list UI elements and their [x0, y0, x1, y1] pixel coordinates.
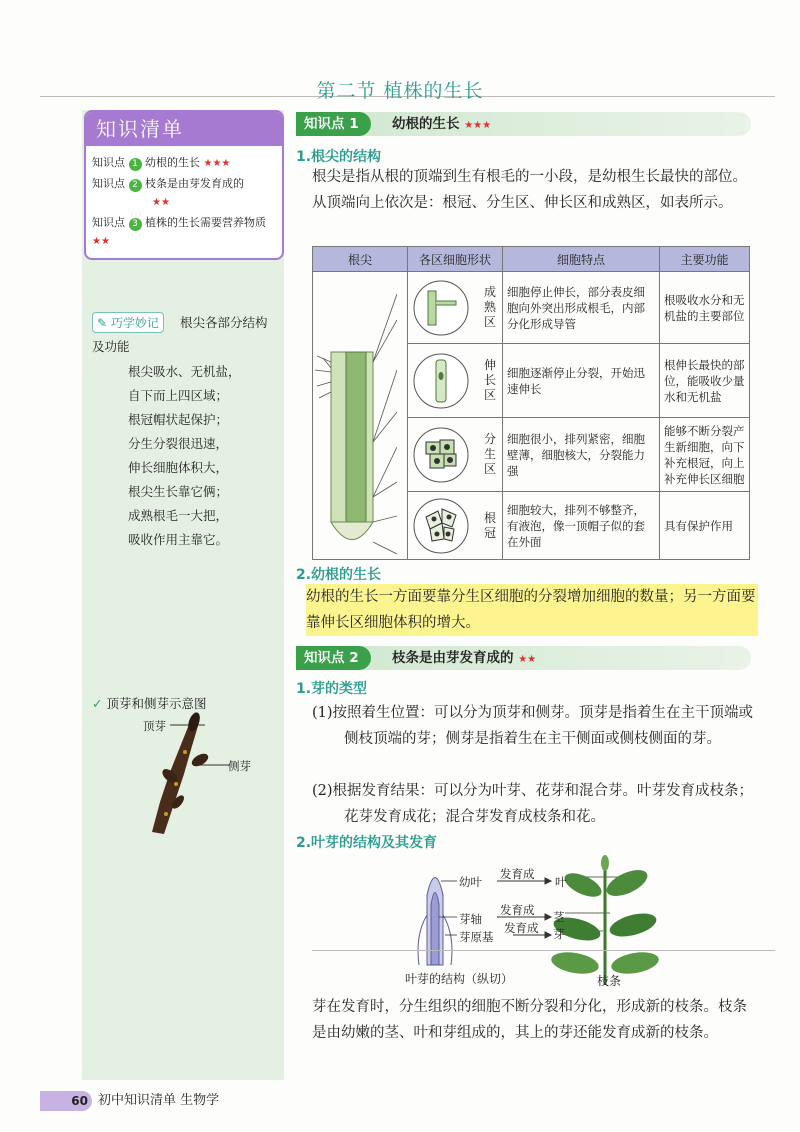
item-prefix: 知识点: [92, 156, 125, 169]
section-heading: 1.芽的类型: [296, 681, 368, 697]
number-circle: 3: [129, 218, 142, 231]
poem-line: 伸长细胞体积大，: [128, 460, 229, 475]
poem-line: 吸收作用主靠它。: [128, 532, 229, 547]
knowledge-list-item: [86, 175, 282, 212]
kp2-title-wrap: [392, 646, 536, 672]
poem-line: 根冠帽状起保护；: [128, 412, 229, 427]
tip-tag: ✎ 巧学妙记: [92, 312, 164, 333]
knowledge-list-item: [86, 214, 282, 251]
knowledge-list-title: 知识清单: [86, 112, 282, 146]
root-tip-illustration-cell: [313, 272, 408, 560]
cell-shape: [408, 492, 503, 560]
arrow-label: 发育成: [504, 921, 539, 935]
poem-line: 根尖吸水、无机盐，: [128, 364, 241, 379]
item-prefix: 知识点: [92, 216, 125, 229]
cell-shape: [408, 272, 503, 344]
mature-zone-cell-icon: [412, 279, 470, 337]
column-header: 根尖: [313, 247, 408, 272]
cell-shape: [408, 344, 503, 418]
paragraph: 根尖是指从根的顶端到生有根毛的一小段，是幼根生长最快的部位。从顶端向上依次是：根冠、分生区、伸长区和成熟区，如表所示。: [312, 169, 747, 211]
arrow-label: 发育成: [500, 903, 535, 917]
kp1-title-wrap: [392, 112, 491, 138]
star-rating: ★★: [152, 197, 170, 208]
cell-function: 能够不断分裂产生新细胞，向下补充根冠，向上补充伸长区细胞: [660, 418, 750, 492]
poem-line: 成熟根毛一大把，: [128, 508, 229, 523]
kp2-header: [296, 646, 751, 670]
caption-branch: 枝条: [597, 974, 622, 988]
cell-feature: 细胞很小，排列紧密，细胞壁薄，细胞核大，分裂能力强: [503, 418, 660, 492]
item-prefix: 知识点: [92, 177, 125, 190]
poem-line: 自下而上四区域；: [128, 388, 229, 403]
table-header-row: [313, 247, 750, 272]
cell-function: 根伸长最快的部位，能吸收少量水和无机盐: [660, 344, 750, 418]
tip-title: 根尖各部分结构: [180, 315, 268, 330]
kp1-title: 幼根的生长: [392, 116, 460, 132]
star-rating: ★★★: [203, 158, 231, 169]
item-text: 枝条是由芽发育成的: [145, 177, 244, 190]
star-rating: ★★: [92, 236, 110, 247]
kp2-tag: 知识点 2: [296, 646, 371, 670]
label-young-leaf: 幼叶: [459, 875, 482, 889]
zone-label: 伸长区: [483, 358, 496, 402]
number-circle: 1: [129, 158, 142, 171]
column-header: 各区细胞形状: [408, 247, 503, 272]
table-row: [313, 272, 750, 344]
knowledge-list-box: [84, 110, 284, 260]
elongation-zone-cell-icon: [412, 352, 470, 410]
bud-side-label: 侧芽: [228, 759, 251, 773]
page-number: 60: [40, 1091, 92, 1111]
book-title: 初中知识清单 生物学: [98, 1093, 220, 1108]
chapter-title: 第二节 植株的生长: [316, 80, 484, 102]
zone-label: 分生区: [483, 432, 496, 477]
divider: [312, 950, 775, 951]
section-heading: 2.幼根的生长: [296, 567, 382, 583]
zone-label: 成熟区: [483, 285, 496, 329]
bud-diagram-title-text: 顶芽和侧芽示意图: [106, 696, 207, 711]
bud-top-label: 顶芽: [143, 719, 166, 733]
poem-line: 分生分裂很迅速，: [128, 436, 229, 451]
paragraph: 芽在发育时，分生组织的细胞不断分裂和分化，形成新的枝条。枝条是由幼嫩的茎、叶和芽组成的，其上的芽还能发育成新的枝条。: [312, 999, 747, 1041]
section-heading: 1.根尖的结构: [296, 149, 382, 165]
cell-function: 根吸收水分和无机盐的主要部位: [660, 272, 750, 344]
item-text: 幼根的生长: [145, 156, 200, 169]
cell-function: 具有保护作用: [660, 492, 750, 560]
cell-feature: 细胞停止伸长，部分表皮细胞向外突出形成根毛，内部分化形成导管: [503, 272, 660, 344]
root-tip-table: [312, 246, 750, 560]
section-heading: 2.叶芽的结构及其发育: [296, 835, 438, 851]
label-bud-primordium: 芽原基: [459, 930, 494, 944]
zone-label: 根冠: [483, 510, 496, 540]
column-header: 主要功能: [660, 247, 750, 272]
kp1-header: [296, 112, 751, 136]
highlighted-paragraph: 幼根的生长一方面要靠分生区细胞的分裂增加细胞的数量；另一方面要靠伸长区细胞体积的增大。: [306, 584, 758, 636]
caption-leaf-bud: 叶芽的结构（纵切）: [405, 972, 514, 986]
label-stem: 茎: [553, 910, 565, 924]
knowledge-list-item: [86, 154, 282, 173]
list-item: (2)根据发育结果：可以分为叶芽、花芽和混合芽。叶芽发育成枝条；花芽发育成花；混合芽发育成枝条和花。: [312, 783, 754, 825]
bud-diagram-title: [92, 694, 206, 712]
list-item: (1)按照着生位置：可以分为顶芽和侧芽。顶芽是指着生在主干顶端或侧枝顶端的芽；侧芽是指着生在主干侧面或侧枝侧面的芽。: [312, 705, 754, 747]
poem-line: 根尖生长靠它俩；: [128, 484, 229, 499]
star-rating: ★★: [518, 654, 537, 665]
cell-shape: [408, 418, 503, 492]
kp2-title: 枝条是由芽发育成的: [392, 650, 514, 666]
arrow-label: 发育成: [500, 867, 535, 881]
label-bud: 芽: [553, 927, 565, 941]
meristem-zone-cell-icon: [412, 426, 470, 484]
check-icon: ✓: [92, 696, 103, 711]
number-circle: 2: [129, 179, 142, 192]
label-bud-axis: 芽轴: [459, 912, 482, 926]
star-rating: ★★★: [464, 120, 492, 131]
label-leaf: 叶: [555, 875, 567, 889]
tip-title-cont: 及功能: [92, 339, 130, 354]
cell-feature: 细胞逐渐停止分裂，开始迅速伸长: [503, 344, 660, 418]
column-header: 细胞特点: [503, 247, 660, 272]
bud-illustration: [130, 712, 240, 842]
kp1-tag: 知识点 1: [296, 112, 371, 136]
tip-tag-label: 巧学妙记: [110, 316, 159, 330]
item-text: 植株的生长需要营养物质: [145, 216, 266, 229]
root-cap-cell-icon: [412, 497, 470, 555]
root-tip-illustration: [313, 272, 397, 556]
cell-feature: 细胞较大，排列不够整齐，有液泡，像一顶帽子似的套在外面: [503, 492, 660, 560]
